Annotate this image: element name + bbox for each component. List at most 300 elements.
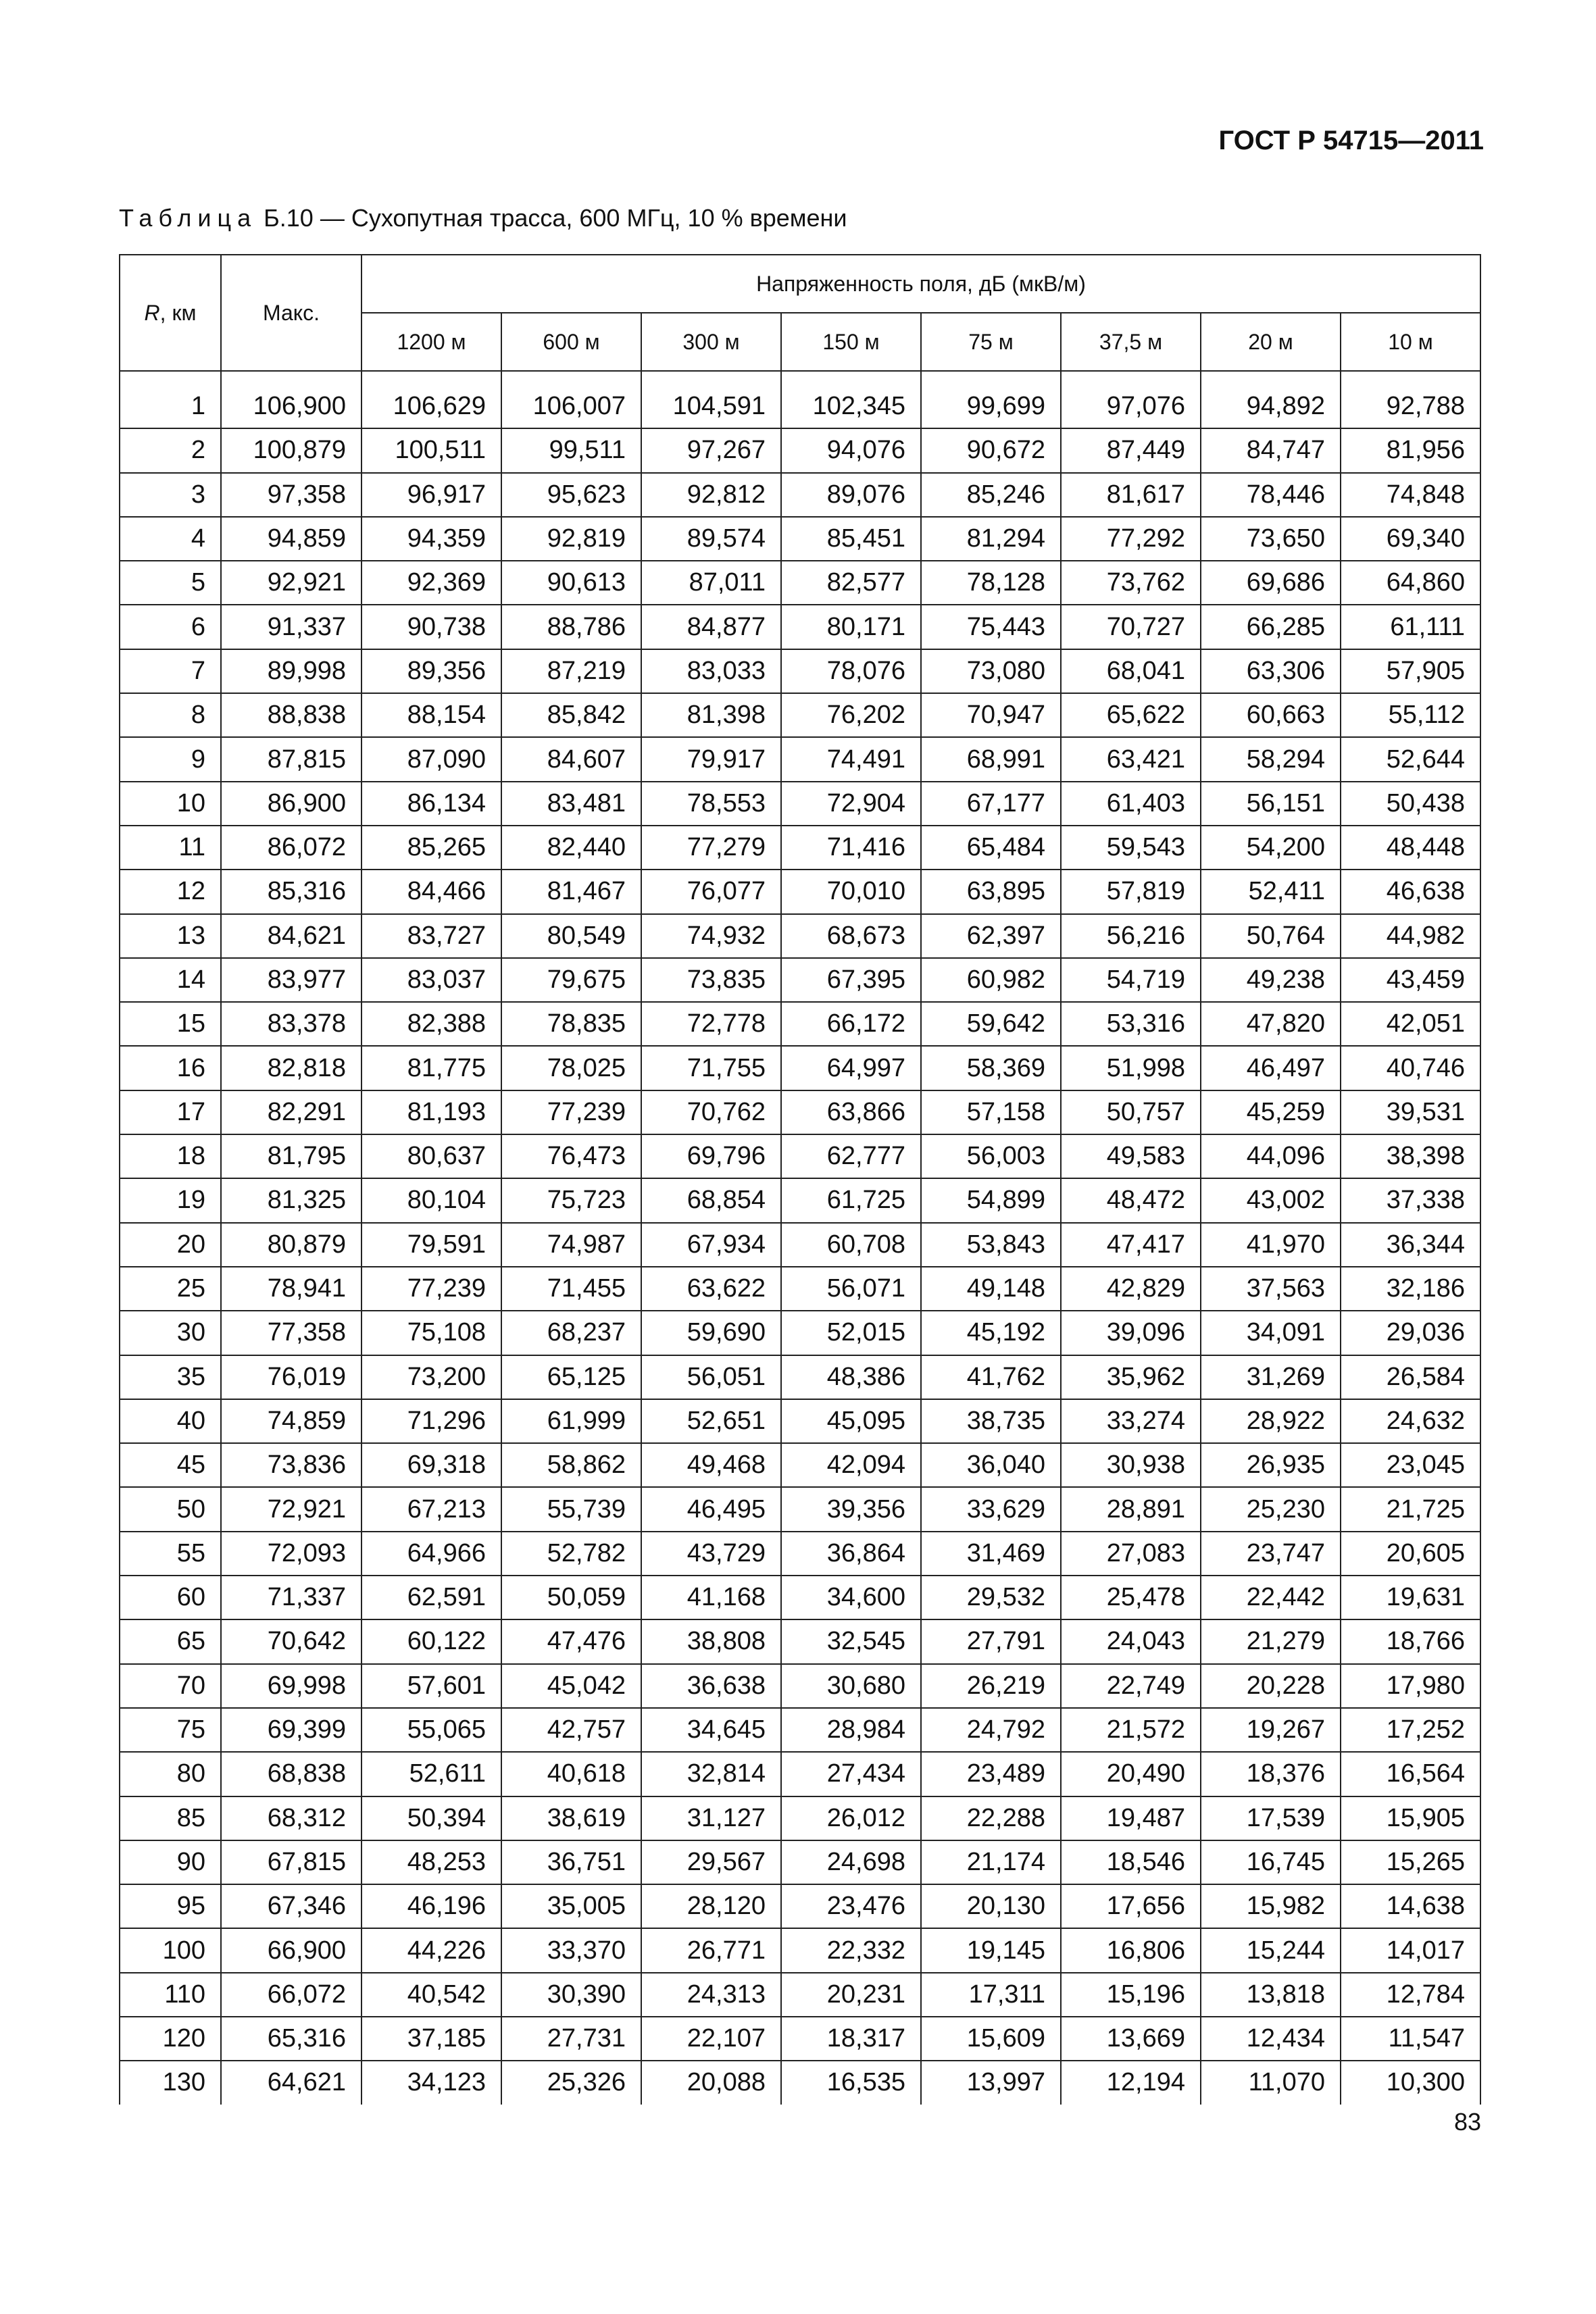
value-cell: 26,935 <box>1201 1443 1341 1487</box>
value-cell: 37,338 <box>1341 1178 1480 1222</box>
value-cell: 53,843 <box>921 1223 1061 1267</box>
value-cell: 49,148 <box>921 1267 1061 1311</box>
value-cell: 104,591 <box>641 385 781 428</box>
value-cell: 27,731 <box>501 2017 641 2061</box>
header-gap-row <box>120 371 1480 385</box>
distance-cell: 85 <box>120 1796 221 1840</box>
distance-cell: 11 <box>120 826 221 870</box>
value-cell: 66,285 <box>1201 605 1341 649</box>
value-cell: 11,547 <box>1341 2017 1480 2061</box>
value-cell: 60,708 <box>781 1223 921 1267</box>
value-cell: 43,729 <box>641 1532 781 1576</box>
value-cell: 19,487 <box>1061 1796 1201 1840</box>
value-cell: 67,346 <box>221 1884 361 1928</box>
value-cell: 41,970 <box>1201 1223 1341 1267</box>
value-cell: 33,370 <box>501 1928 641 1972</box>
value-cell: 46,497 <box>1201 1046 1341 1090</box>
value-cell: 47,417 <box>1061 1223 1201 1267</box>
value-cell: 56,051 <box>641 1355 781 1399</box>
value-cell: 60,663 <box>1201 693 1341 737</box>
value-cell: 37,185 <box>361 2017 501 2061</box>
value-cell: 71,455 <box>501 1267 641 1311</box>
value-cell: 82,440 <box>501 826 641 870</box>
table-row <box>120 1178 1480 1222</box>
value-cell: 13,997 <box>921 2061 1061 2104</box>
value-cell: 22,288 <box>921 1796 1061 1840</box>
value-cell: 73,200 <box>361 1355 501 1399</box>
value-cell: 16,745 <box>1201 1840 1341 1884</box>
value-cell: 78,076 <box>781 649 921 693</box>
value-cell: 94,359 <box>361 517 501 561</box>
value-cell: 17,539 <box>1201 1796 1341 1840</box>
value-cell: 20,228 <box>1201 1664 1341 1708</box>
value-cell: 76,019 <box>221 1355 361 1399</box>
value-cell: 40,618 <box>501 1752 641 1796</box>
distance-cell: 60 <box>120 1576 221 1619</box>
value-cell: 62,397 <box>921 914 1061 958</box>
value-cell: 68,854 <box>641 1178 781 1222</box>
value-cell: 28,922 <box>1201 1399 1341 1443</box>
table-row <box>120 2017 1480 2061</box>
value-cell: 82,818 <box>221 1046 361 1090</box>
table-caption-label: Таблица <box>119 204 257 232</box>
value-cell: 42,757 <box>501 1708 641 1752</box>
value-cell: 73,650 <box>1201 517 1341 561</box>
value-cell: 71,755 <box>641 1046 781 1090</box>
value-cell: 40,542 <box>361 1973 501 2017</box>
value-cell: 55,065 <box>361 1708 501 1752</box>
value-cell: 55,739 <box>501 1487 641 1531</box>
value-cell: 84,621 <box>221 914 361 958</box>
value-cell: 81,617 <box>1061 473 1201 517</box>
value-cell: 80,637 <box>361 1134 501 1178</box>
table-row <box>120 1399 1480 1443</box>
value-cell: 58,294 <box>1201 737 1341 781</box>
value-cell: 16,564 <box>1341 1752 1480 1796</box>
value-cell: 76,202 <box>781 693 921 737</box>
value-cell: 29,567 <box>641 1840 781 1884</box>
value-cell: 21,279 <box>1201 1619 1341 1663</box>
value-cell: 44,096 <box>1201 1134 1341 1178</box>
distance-cell: 18 <box>120 1134 221 1178</box>
value-cell: 52,611 <box>361 1752 501 1796</box>
value-cell: 61,725 <box>781 1178 921 1222</box>
value-cell: 106,007 <box>501 385 641 428</box>
value-cell: 67,213 <box>361 1487 501 1531</box>
value-cell: 64,997 <box>781 1046 921 1090</box>
table-row <box>120 1134 1480 1178</box>
table-row <box>120 1002 1480 1046</box>
value-cell: 30,390 <box>501 1973 641 2017</box>
value-cell: 38,619 <box>501 1796 641 1840</box>
value-cell: 70,727 <box>1061 605 1201 649</box>
value-cell: 63,895 <box>921 870 1061 913</box>
value-cell: 17,656 <box>1061 1884 1201 1928</box>
value-cell: 75,443 <box>921 605 1061 649</box>
value-cell: 92,921 <box>221 561 361 605</box>
value-cell: 68,312 <box>221 1796 361 1840</box>
table-row <box>120 428 1480 472</box>
value-cell: 36,751 <box>501 1840 641 1884</box>
table-row <box>120 826 1480 870</box>
value-cell: 81,956 <box>1341 428 1480 472</box>
value-cell: 25,326 <box>501 2061 641 2104</box>
value-cell: 39,531 <box>1341 1090 1480 1134</box>
value-cell: 85,451 <box>781 517 921 561</box>
value-cell: 47,820 <box>1201 1002 1341 1046</box>
distance-cell: 8 <box>120 693 221 737</box>
distance-cell: 90 <box>120 1840 221 1884</box>
value-cell: 20,088 <box>641 2061 781 2104</box>
value-cell: 99,699 <box>921 385 1061 428</box>
col-header-height: 300 м <box>641 313 781 371</box>
distance-cell: 80 <box>120 1752 221 1796</box>
value-cell: 96,917 <box>361 473 501 517</box>
value-cell: 43,002 <box>1201 1178 1341 1222</box>
value-cell: 80,104 <box>361 1178 501 1222</box>
value-cell: 83,727 <box>361 914 501 958</box>
value-cell: 86,072 <box>221 826 361 870</box>
distance-cell: 6 <box>120 605 221 649</box>
table-row <box>120 517 1480 561</box>
value-cell: 67,815 <box>221 1840 361 1884</box>
value-cell: 69,686 <box>1201 561 1341 605</box>
value-cell: 32,814 <box>641 1752 781 1796</box>
value-cell: 50,764 <box>1201 914 1341 958</box>
value-cell: 97,267 <box>641 428 781 472</box>
table-row <box>120 1796 1480 1840</box>
value-cell: 25,230 <box>1201 1487 1341 1531</box>
value-cell: 20,605 <box>1341 1532 1480 1576</box>
value-cell: 63,622 <box>641 1267 781 1311</box>
value-cell: 74,987 <box>501 1223 641 1267</box>
value-cell: 54,200 <box>1201 826 1341 870</box>
value-cell: 83,481 <box>501 782 641 826</box>
distance-cell: 110 <box>120 1973 221 2017</box>
value-cell: 83,977 <box>221 958 361 1002</box>
distance-cell: 12 <box>120 870 221 913</box>
value-cell: 27,434 <box>781 1752 921 1796</box>
value-cell: 42,094 <box>781 1443 921 1487</box>
value-cell: 56,071 <box>781 1267 921 1311</box>
value-cell: 38,398 <box>1341 1134 1480 1178</box>
value-cell: 94,859 <box>221 517 361 561</box>
value-cell: 77,239 <box>361 1267 501 1311</box>
value-cell: 65,125 <box>501 1355 641 1399</box>
table-row <box>120 385 1480 428</box>
value-cell: 48,472 <box>1061 1178 1201 1222</box>
value-cell: 15,905 <box>1341 1796 1480 1840</box>
value-cell: 52,411 <box>1201 870 1341 913</box>
value-cell: 18,766 <box>1341 1619 1480 1663</box>
distance-cell: 130 <box>120 2061 221 2104</box>
value-cell: 23,045 <box>1341 1443 1480 1487</box>
value-cell: 68,237 <box>501 1311 641 1355</box>
value-cell: 17,252 <box>1341 1708 1480 1752</box>
value-cell: 36,344 <box>1341 1223 1480 1267</box>
value-cell: 20,231 <box>781 1973 921 2017</box>
value-cell: 52,015 <box>781 1311 921 1355</box>
value-cell: 74,848 <box>1341 473 1480 517</box>
distance-cell: 65 <box>120 1619 221 1663</box>
value-cell: 39,096 <box>1061 1311 1201 1355</box>
value-cell: 66,172 <box>781 1002 921 1046</box>
distance-cell: 95 <box>120 1884 221 1928</box>
value-cell: 71,416 <box>781 826 921 870</box>
value-cell: 85,316 <box>221 870 361 913</box>
value-cell: 13,669 <box>1061 2017 1201 2061</box>
value-cell: 79,675 <box>501 958 641 1002</box>
value-cell: 18,376 <box>1201 1752 1341 1796</box>
table-row <box>120 1619 1480 1663</box>
value-cell: 78,941 <box>221 1267 361 1311</box>
value-cell: 91,337 <box>221 605 361 649</box>
distance-cell: 16 <box>120 1046 221 1090</box>
value-cell: 106,900 <box>221 385 361 428</box>
value-cell: 30,680 <box>781 1664 921 1708</box>
value-cell: 67,177 <box>921 782 1061 826</box>
value-cell: 78,553 <box>641 782 781 826</box>
value-cell: 80,171 <box>781 605 921 649</box>
value-cell: 12,434 <box>1201 2017 1341 2061</box>
value-cell: 57,601 <box>361 1664 501 1708</box>
value-cell: 71,296 <box>361 1399 501 1443</box>
value-cell: 46,495 <box>641 1487 781 1531</box>
value-cell: 92,788 <box>1341 385 1480 428</box>
value-cell: 65,484 <box>921 826 1061 870</box>
value-cell: 69,340 <box>1341 517 1480 561</box>
table-row <box>120 1267 1480 1311</box>
value-cell: 14,017 <box>1341 1928 1480 1972</box>
value-cell: 12,784 <box>1341 1973 1480 2017</box>
distance-cell: 19 <box>120 1178 221 1222</box>
value-cell: 57,819 <box>1061 870 1201 913</box>
value-cell: 24,632 <box>1341 1399 1480 1443</box>
table-row <box>120 1355 1480 1399</box>
col-header-height: 150 м <box>781 313 921 371</box>
value-cell: 46,638 <box>1341 870 1480 913</box>
value-cell: 22,749 <box>1061 1664 1201 1708</box>
value-cell: 92,819 <box>501 517 641 561</box>
value-cell: 82,291 <box>221 1090 361 1134</box>
table-row <box>120 2061 1480 2104</box>
value-cell: 88,786 <box>501 605 641 649</box>
value-cell: 35,005 <box>501 1884 641 1928</box>
value-cell: 29,532 <box>921 1576 1061 1619</box>
value-cell: 84,607 <box>501 737 641 781</box>
value-cell: 34,645 <box>641 1708 781 1752</box>
value-cell: 85,265 <box>361 826 501 870</box>
value-cell: 89,998 <box>221 649 361 693</box>
value-cell: 94,076 <box>781 428 921 472</box>
value-cell: 13,818 <box>1201 1973 1341 2017</box>
distance-cell: 13 <box>120 914 221 958</box>
col-header-max: Макс. <box>221 255 361 371</box>
value-cell: 70,762 <box>641 1090 781 1134</box>
value-cell: 55,112 <box>1341 693 1480 737</box>
distance-cell: 120 <box>120 2017 221 2061</box>
value-cell: 83,378 <box>221 1002 361 1046</box>
value-cell: 21,725 <box>1341 1487 1480 1531</box>
value-cell: 73,835 <box>641 958 781 1002</box>
value-cell: 79,591 <box>361 1223 501 1267</box>
distance-cell: 55 <box>120 1532 221 1576</box>
value-cell: 83,033 <box>641 649 781 693</box>
distance-cell: 14 <box>120 958 221 1002</box>
distance-cell: 1 <box>120 385 221 428</box>
value-cell: 74,491 <box>781 737 921 781</box>
table-row <box>120 1532 1480 1576</box>
value-cell: 63,306 <box>1201 649 1341 693</box>
value-cell: 60,982 <box>921 958 1061 1002</box>
value-cell: 97,076 <box>1061 385 1201 428</box>
table-row <box>120 1708 1480 1752</box>
value-cell: 87,815 <box>221 737 361 781</box>
value-cell: 21,174 <box>921 1840 1061 1884</box>
value-cell: 50,059 <box>501 1576 641 1619</box>
value-cell: 33,274 <box>1061 1399 1201 1443</box>
value-cell: 45,095 <box>781 1399 921 1443</box>
value-cell: 41,762 <box>921 1355 1061 1399</box>
col-header-height: 1200 м <box>361 313 501 371</box>
value-cell: 18,546 <box>1061 1840 1201 1884</box>
value-cell: 19,145 <box>921 1928 1061 1972</box>
table-row <box>120 473 1480 517</box>
value-cell: 78,446 <box>1201 473 1341 517</box>
value-cell: 81,795 <box>221 1134 361 1178</box>
value-cell: 11,070 <box>1201 2061 1341 2104</box>
value-cell: 90,613 <box>501 561 641 605</box>
value-cell: 48,386 <box>781 1355 921 1399</box>
value-cell: 17,311 <box>921 1973 1061 2017</box>
value-cell: 26,584 <box>1341 1355 1480 1399</box>
value-cell: 33,629 <box>921 1487 1061 1531</box>
value-cell: 34,600 <box>781 1576 921 1619</box>
value-cell: 41,168 <box>641 1576 781 1619</box>
field-strength-table <box>119 254 1481 2105</box>
col-header-height: 10 м <box>1341 313 1480 371</box>
value-cell: 69,998 <box>221 1664 361 1708</box>
value-cell: 95,623 <box>501 473 641 517</box>
distance-cell: 2 <box>120 428 221 472</box>
value-cell: 24,313 <box>641 1973 781 2017</box>
distance-cell: 4 <box>120 517 221 561</box>
value-cell: 44,982 <box>1341 914 1480 958</box>
value-cell: 69,796 <box>641 1134 781 1178</box>
value-cell: 56,151 <box>1201 782 1341 826</box>
value-cell: 27,083 <box>1061 1532 1201 1576</box>
value-cell: 78,025 <box>501 1046 641 1090</box>
value-cell: 21,572 <box>1061 1708 1201 1752</box>
table-row <box>120 605 1480 649</box>
table-row <box>120 782 1480 826</box>
value-cell: 87,219 <box>501 649 641 693</box>
value-cell: 62,777 <box>781 1134 921 1178</box>
value-cell: 48,448 <box>1341 826 1480 870</box>
distance-cell: 75 <box>120 1708 221 1752</box>
table-row <box>120 1973 1480 2017</box>
distance-cell: 100 <box>120 1928 221 1972</box>
value-cell: 81,775 <box>361 1046 501 1090</box>
value-cell: 73,836 <box>221 1443 361 1487</box>
value-cell: 65,316 <box>221 2017 361 2061</box>
value-cell: 20,130 <box>921 1884 1061 1928</box>
value-cell: 86,134 <box>361 782 501 826</box>
value-cell: 56,003 <box>921 1134 1061 1178</box>
table-row <box>120 1840 1480 1884</box>
value-cell: 64,621 <box>221 2061 361 2104</box>
distance-cell: 35 <box>120 1355 221 1399</box>
value-cell: 69,399 <box>221 1708 361 1752</box>
value-cell: 84,466 <box>361 870 501 913</box>
value-cell: 54,899 <box>921 1178 1061 1222</box>
value-cell: 106,629 <box>361 385 501 428</box>
value-cell: 57,158 <box>921 1090 1061 1134</box>
value-cell: 16,806 <box>1061 1928 1201 1972</box>
value-cell: 44,226 <box>361 1928 501 1972</box>
value-cell: 77,239 <box>501 1090 641 1134</box>
value-cell: 15,265 <box>1341 1840 1480 1884</box>
value-cell: 45,259 <box>1201 1090 1341 1134</box>
value-cell: 37,563 <box>1201 1267 1341 1311</box>
value-cell: 75,723 <box>501 1178 641 1222</box>
value-cell: 42,829 <box>1061 1267 1201 1311</box>
value-cell: 48,253 <box>361 1840 501 1884</box>
value-cell: 59,690 <box>641 1311 781 1355</box>
value-cell: 81,467 <box>501 870 641 913</box>
value-cell: 87,449 <box>1061 428 1201 472</box>
table-caption <box>119 204 847 232</box>
value-cell: 81,294 <box>921 517 1061 561</box>
distance-cell: 10 <box>120 782 221 826</box>
page-number: 83 <box>1453 2108 1481 2136</box>
value-cell: 24,698 <box>781 1840 921 1884</box>
value-cell: 10,300 <box>1341 2061 1480 2104</box>
table-row <box>120 649 1480 693</box>
table-row <box>120 1487 1480 1531</box>
distance-cell: 70 <box>120 1664 221 1708</box>
value-cell: 71,337 <box>221 1576 361 1619</box>
value-cell: 67,934 <box>641 1223 781 1267</box>
value-cell: 49,238 <box>1201 958 1341 1002</box>
value-cell: 58,862 <box>501 1443 641 1487</box>
distance-cell: 50 <box>120 1487 221 1531</box>
value-cell: 64,860 <box>1341 561 1480 605</box>
value-cell: 31,469 <box>921 1532 1061 1576</box>
value-cell: 32,186 <box>1341 1267 1480 1311</box>
value-cell: 25,478 <box>1061 1576 1201 1619</box>
value-cell: 15,244 <box>1201 1928 1341 1972</box>
value-cell: 59,642 <box>921 1002 1061 1046</box>
value-cell: 45,192 <box>921 1311 1061 1355</box>
table-row <box>120 958 1480 1002</box>
value-cell: 63,866 <box>781 1090 921 1134</box>
value-cell: 89,076 <box>781 473 921 517</box>
value-cell: 90,738 <box>361 605 501 649</box>
value-cell: 88,154 <box>361 693 501 737</box>
value-cell: 45,042 <box>501 1664 641 1708</box>
value-cell: 77,292 <box>1061 517 1201 561</box>
value-cell: 22,442 <box>1201 1576 1341 1619</box>
table-row <box>120 1046 1480 1090</box>
value-cell: 66,072 <box>221 1973 361 2017</box>
value-cell: 59,543 <box>1061 826 1201 870</box>
value-cell: 65,622 <box>1061 693 1201 737</box>
value-cell: 26,012 <box>781 1796 921 1840</box>
value-cell: 24,043 <box>1061 1619 1201 1663</box>
value-cell: 78,835 <box>501 1002 641 1046</box>
value-cell: 22,107 <box>641 2017 781 2061</box>
